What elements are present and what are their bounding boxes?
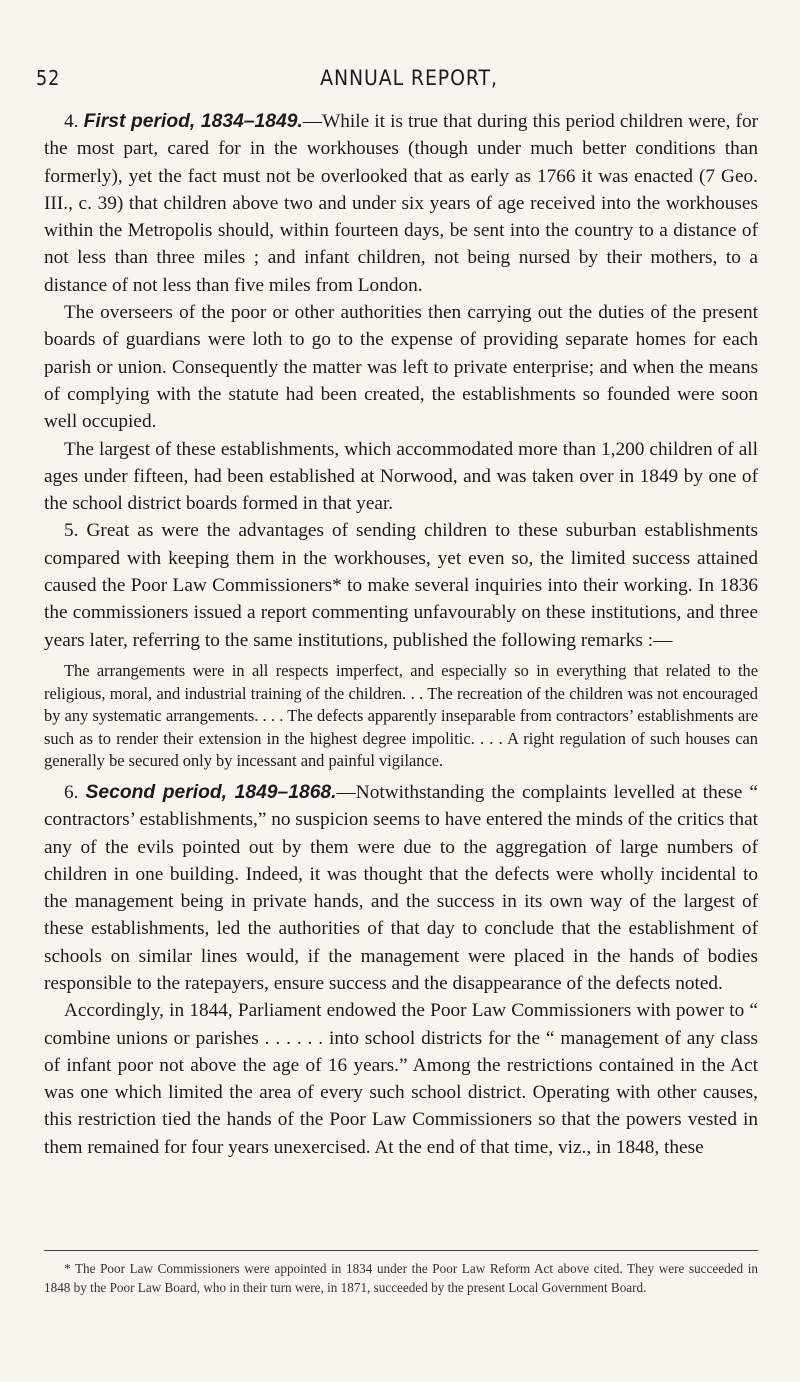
running-head: ANNUAL REPORT, [320,66,498,90]
paragraph-text: —Notwithstanding the complaints levelled at these “ contractors’ establishments,” no suspicion seems to have entered the minds of the critics that any of the evils pointed out by them were due to the aggregation of large numbers of children in one building. Indeed, it was thought that the defects were wholly incidental to the management being in private hands, and the success in its own way of the largest of these establishments, led the authorities of that day to conclude that the establishment of schools on similar lines would, if the management were placed in the hands of bodies responsible to the ratepayers, ensure success and the disappearance of the defects noted. [44,781,758,994]
footnote-rule [44,1250,758,1251]
paragraph-text: —While it is true that during this period children were, for the most part, cared for in the workhouses (though under much better conditions than formerly), yet the fact must not be overlooked that as early as 1766 it was enacted (7 Geo. III., c. 39) that children above two and under six years of age received into the workhouses within the Metropolis should, within fourteen days, be sent into the country to a distance of not less than three miles ; and infant children, not being nursed by their mothers, to a distance of not less than five miles from London. [44,111,759,296]
paragraph-section-5 [44,517,758,653]
page-number: 52 [36,66,61,90]
paragraph-section-4 [44,108,758,299]
quote-text: The arrangements were in all respects imperfect, and especially so in everything that related to the religious, moral, and industrial training of the children. . . The recreation of the children was not encouraged by any systematic arrangements. . . . The defects apparently inseparable from contractors’ establishments are such as to render their extension in the highest degree impolitic. . . . A right regulation of such houses can generally be secured only by incessant and painful vigilance. [44,660,758,771]
paragraph-text: Great as were the advantages of sending children to these suburban establishments compared with keeping them in the workhouses, yet even so, the limited success attained caused the Poor Law Commissioners* to make several inquiries into their working. In 1836 the commissioners issued a report commenting unfavourably on these institutions, and three years later, referring to the same institutions, published the following remarks :— [44,520,758,651]
paragraph-overseers: The overseers of the poor or other authorities then carrying out the duties of the present boards of guardians were loth to go to the expense of providing separate homes for each parish or union. Consequently the matter was left to private enterprise; and when the means of complying with the statute had been created, the establishments so founded were soon well occupied. [44,302,758,433]
paragraph-accordingly: Accordingly, in 1844, Parliament endowed the Poor Law Commissioners with power to “ combine unions or parishes . . . . . . into school districts for the “ management of any class of infant poor not above the age of 16 years.” Among the restrictions contained in the Act was one which limited the area of every such school district. Operating with other causes, this restriction tied the hands of the Poor Law Commissioners so that the powers vested in them remained for four years unexercised. At the end of that time, viz., in 1848, these [44,1000,758,1158]
paragraph-section-6 [44,779,758,997]
section-number: 5. [64,520,79,542]
section-number: 4. [64,111,79,132]
section-heading: First period, 1834–1849. [83,111,303,132]
paragraph-largest-establishments: The largest of these establishments, which accommodated more than 1,200 children of all ages under fifteen, had been established at Norwood, and was taken over in 1849 by one of the school district boards formed in that year. [44,438,758,515]
footnote-text: * The Poor Law Commissioners were appointed in 1834 under the Poor Law Reform Act above cited. They were succeeded in 1848 by the Poor Law Board, who in their turn were, in 1871, succeeded by the present Local Government Board. [44,1261,758,1295]
block-quote [44,660,758,773]
body-text [44,108,758,1161]
page-header [34,66,784,98]
section-number: 6. [64,781,79,803]
section-heading: Second period, 1849–1868. [85,781,337,803]
footnote [44,1260,758,1297]
